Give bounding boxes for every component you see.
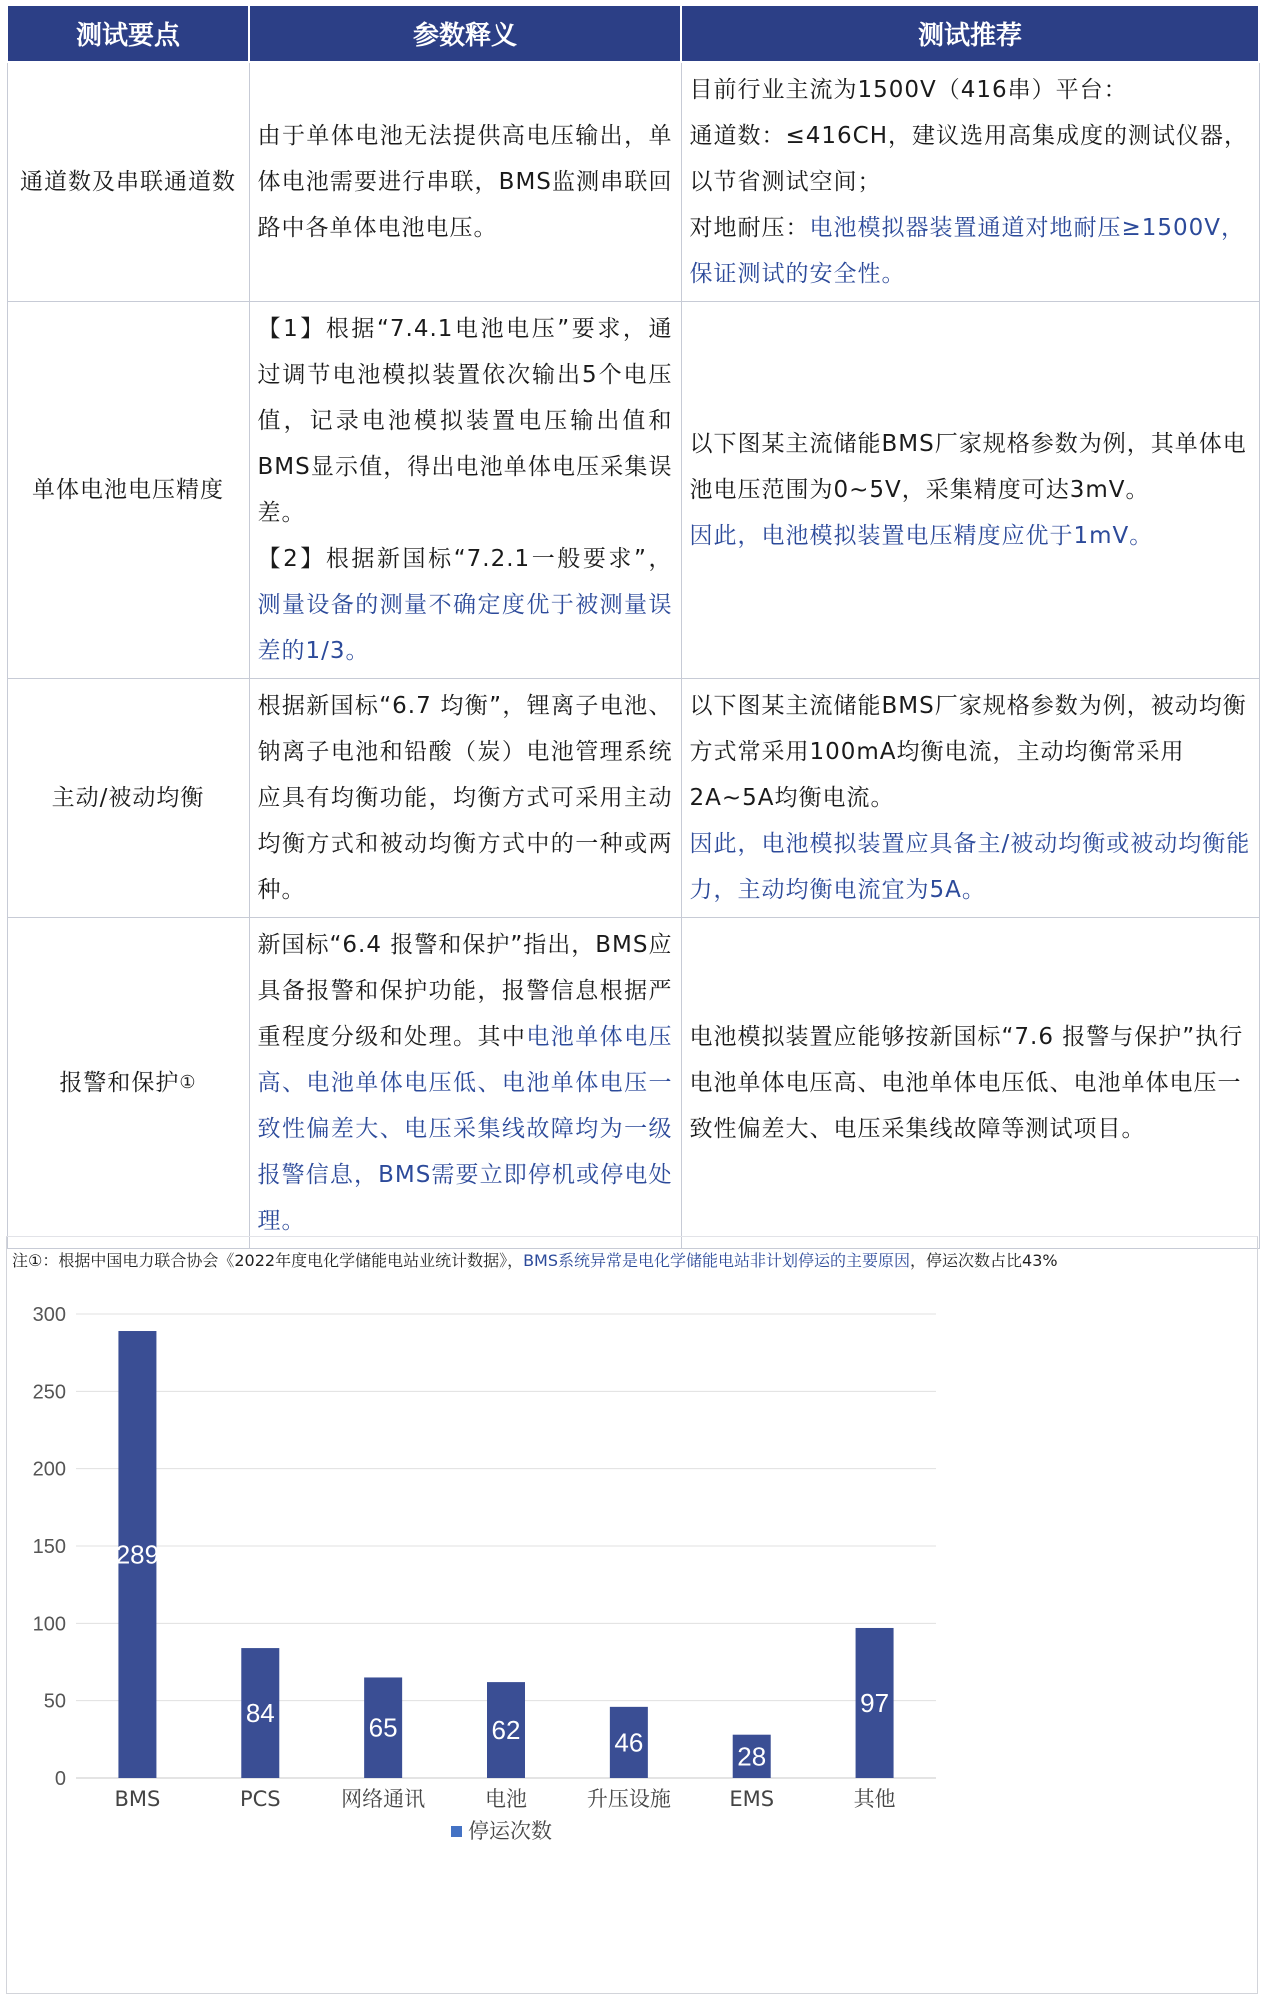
bar-value-label: 65 <box>368 1712 398 1743</box>
body-text: 新国标“6.4 报警和保护”指出，BMS应具备报警和保护功能，报警信息根据严重程度分级和处理。其中 <box>257 932 673 1050</box>
parameter-meaning-cell <box>249 62 681 302</box>
legend-marker <box>451 1826 462 1837</box>
highlight-text: 电池单体电压高、电池单体电压低、电池单体电压一致性偏差大、电压采集线故障均为一级报警信息，BMS需要立即停机或停电处理。 <box>257 1024 673 1234</box>
footnote-marker: ① <box>179 1072 197 1093</box>
header-test-recommendation: 测试推荐 <box>681 5 1259 62</box>
y-tick-label: 150 <box>32 1536 66 1558</box>
body-text: 目前行业主流为1500V（416串）平台： <box>689 77 1128 103</box>
x-category-label: 升压设施 <box>586 1787 671 1811</box>
highlight-text: 测量设备的测量不确定度优于被测量误差的1/3。 <box>257 592 673 664</box>
table-row <box>7 302 1259 679</box>
table-row <box>7 918 1259 1249</box>
header-parameter-meaning: 参数释义 <box>249 5 681 62</box>
test-point-cell <box>7 302 249 679</box>
test-recommendation-cell <box>681 62 1259 302</box>
bar-value-label: 97 <box>860 1687 890 1718</box>
parameter-meaning-cell <box>249 679 681 918</box>
highlight-text: 因此，电池模拟装置应具备主/被动均衡或被动均衡能力，主动均衡电流宜为5A。 <box>689 831 1251 903</box>
parameter-meaning-cell <box>249 918 681 1249</box>
bar-value-label: 28 <box>737 1741 767 1772</box>
test-point-label: 报警和保护 <box>59 1070 180 1096</box>
x-category-label: BMS <box>114 1787 161 1811</box>
y-tick-label: 300 <box>32 1304 66 1326</box>
x-category-label: EMS <box>729 1787 775 1811</box>
legend-label: 停运次数 <box>468 1819 552 1843</box>
y-tick-label: 50 <box>43 1690 66 1713</box>
bar-value-label: 62 <box>491 1715 521 1746</box>
body-text: 对地耐压： <box>689 215 810 241</box>
body-text: 以下图某主流储能BMS厂家规格参数为例，其单体电池电压范围为0~5V，采集精度可达3mV。 <box>689 431 1247 503</box>
x-category-label: 网络通讯 <box>341 1787 426 1811</box>
body-text: 根据新国标“6.7 均衡”，锂离子电池、钠离子电池和铅酸（炭）电池管理系统应具有均衡功能，均衡方式可采用主动均衡方式和被动均衡方式中的一种或两种。 <box>257 693 673 903</box>
test-point-cell <box>7 679 249 918</box>
body-text: 通道数：≤416CH，建议选用高集成度的测试仪器，以节省测试空间； <box>689 123 1249 195</box>
body-text: 电池模拟装置应能够按新国标“7.6 报警与保护”执行电池单体电压高、电池单体电压低、电池单体电压一致性偏差大、电压采集线故障等测试项目。 <box>689 1024 1244 1142</box>
x-category-label: 其他 <box>853 1787 896 1811</box>
parameter-meaning-cell <box>249 302 681 679</box>
table-row <box>7 679 1259 918</box>
test-point-label: 主动/被动均衡 <box>51 785 205 811</box>
x-category-label: PCS <box>239 1787 281 1811</box>
test-recommendation-cell <box>681 679 1259 918</box>
bar-value-label: 289 <box>115 1539 160 1570</box>
highlight-text: 因此，电池模拟装置电压精度应优于1mV。 <box>689 523 1154 549</box>
test-point-cell <box>7 62 249 302</box>
test-point-label: 通道数及串联通道数 <box>20 169 236 195</box>
outage-bar-chart <box>6 1280 1256 1990</box>
footnote-highlight: BMS系统异常是电化学储能电站非计划停运的主要原因 <box>523 1251 911 1270</box>
table-header-row <box>7 5 1259 62</box>
test-recommendation-cell <box>681 918 1259 1249</box>
x-category-label: 电池 <box>485 1787 527 1811</box>
spec-table <box>6 4 1260 1249</box>
header-test-point: 测试要点 <box>7 5 249 62</box>
test-recommendation-cell <box>681 302 1259 679</box>
bar-value-label: 46 <box>614 1727 644 1758</box>
y-tick-label: 200 <box>32 1458 66 1481</box>
y-tick-label: 100 <box>32 1613 66 1636</box>
test-point-label: 单体电池电压精度 <box>32 477 224 503</box>
y-tick-label: 250 <box>32 1381 66 1404</box>
bar-value-label: 84 <box>245 1698 275 1729</box>
table-row <box>7 62 1259 302</box>
highlight-text: 电池模拟器装置通道对地耐压≥1500V，保证测试的安全性。 <box>689 215 1246 287</box>
body-text: 由于单体电池无法提供高电压输出，单体电池需要进行串联，BMS监测串联回路中各单体电池电压。 <box>257 123 673 241</box>
footnote <box>12 1248 1058 1271</box>
test-point-cell <box>7 918 249 1249</box>
footnote-suffix: ，停运次数占比43% <box>910 1251 1058 1270</box>
body-text: 【2】根据新国标“7.2.1一般要求”， <box>257 546 673 572</box>
y-tick-label: 0 <box>54 1768 66 1790</box>
body-text: 以下图某主流储能BMS厂家规格参数为例，被动均衡方式常采用100mA均衡电流，主动均衡常采用2A~5A均衡电流。 <box>689 693 1247 811</box>
footnote-prefix: 注①：根据中国电力联合协会《2022年度电化学储能电站业统计数据》， <box>12 1251 524 1270</box>
body-text: 【1】根据“7.4.1电池电压”要求，通过调节电池模拟装置依次输出5个电压值，记录电池模拟装置电压输出值和BMS显示值，得出电池单体电压采集误差。 <box>257 316 673 526</box>
